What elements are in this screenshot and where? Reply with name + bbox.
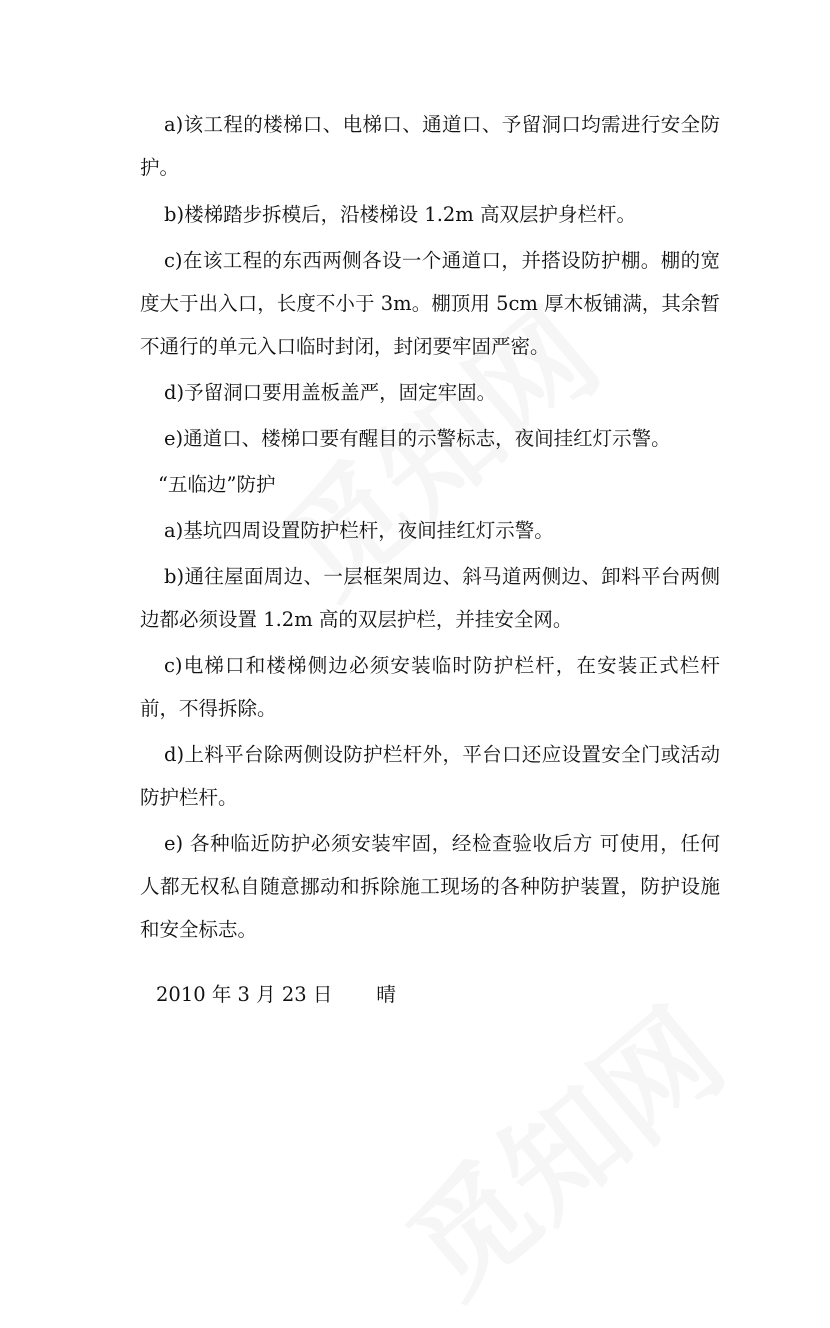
paragraph: c)电梯口和楼梯侧边必须安装临时防护栏杆，在安装正式栏杆前，不得拆除。: [140, 654, 720, 720]
paragraph: a)基坑四周设置防护栏杆，夜间挂红灯示警。: [164, 519, 554, 542]
paragraph: a)该工程的楼梯口、电梯口、通道口、予留洞口均需进行安全防护。: [140, 113, 720, 179]
paragraph: b)通往屋面周边、一层框架周边、斜马道两侧边、卸料平台两侧边都必须设置 1.2m 高的双层护栏，并挂安全网。: [140, 565, 720, 631]
section-heading: “五临边”防护: [158, 473, 276, 496]
paragraph: e)通道口、楼梯口要有醒目的示警标志，夜间挂红灯示警。: [164, 427, 671, 450]
paragraph: d)上料平台除两侧设防护栏杆外，平台口还应设置安全门或活动防护栏杆。: [140, 743, 720, 809]
paragraph: e) 各种临近防护必须安装牢固，经检查验收后方 可使用，任何人都无权私自随意挪动和拆除施工现场的各种防护装置，防护设施和安全标志。: [140, 832, 720, 941]
date-weather-line: [156, 980, 396, 1010]
paragraph: b)楼梯踏步拆模后，沿楼梯设 1.2m 高双层护身栏杆。: [164, 203, 636, 226]
document-body: [140, 103, 720, 954]
paragraph: d)予留洞口要用盖板盖严，固定牢固。: [164, 381, 497, 404]
paragraph: c)在该工程的东西两侧各设一个通道口，并搭设防护棚。棚的宽度大于出入口，长度不小于 3m。棚顶用 5cm 厚木板铺满，其余暂不通行的单元入口临时封闭，封闭要牢固严密。: [140, 249, 720, 358]
watermark: [367, 964, 753, 1327]
date: 2010 年 3 月 23 日: [156, 983, 333, 1006]
weather: 晴: [376, 983, 396, 1006]
